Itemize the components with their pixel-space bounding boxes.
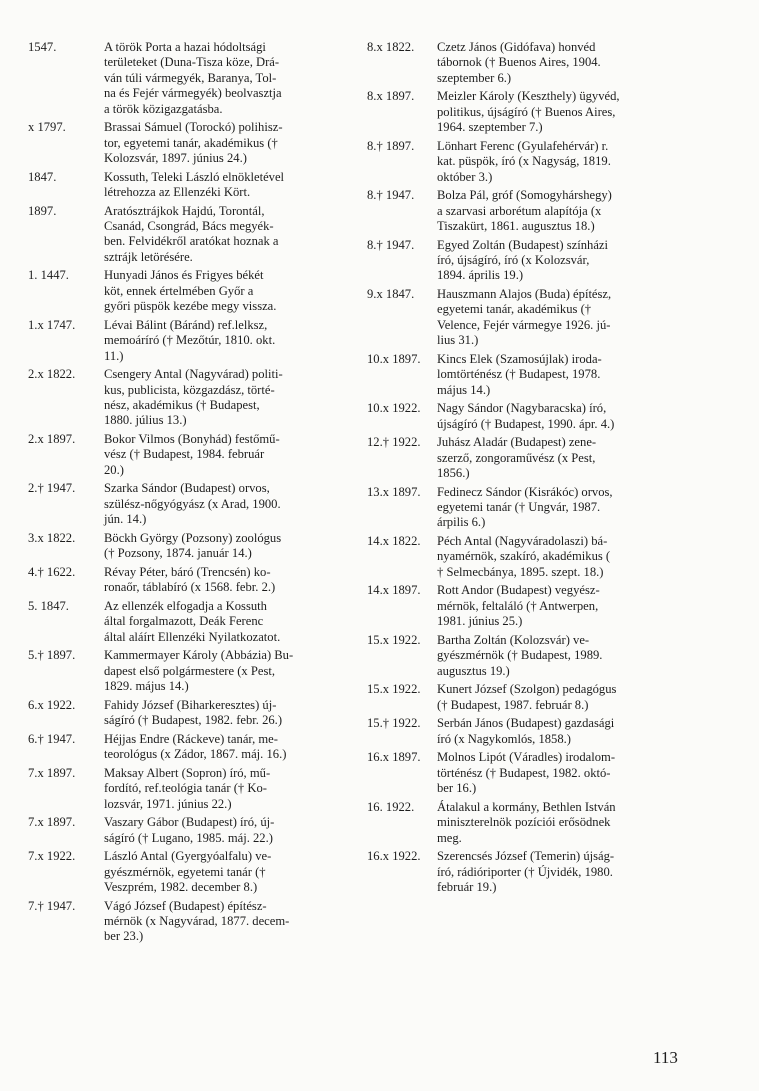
entry-date: 15.† 1922. <box>367 716 421 731</box>
entry-date: 13.x 1897. <box>367 484 421 499</box>
entry-text: Héjjas Endre (Ráckeve) tanár, me- teorológus (x Zádor, 1867. máj. 16.) <box>104 731 287 762</box>
entry-date: 3.x 1822. <box>28 530 76 545</box>
calendar-entry <box>367 40 697 86</box>
entry-text: Vágó József (Budapest) építész- mérnök (x Nagyvárad, 1877. decem- ber 23.) <box>104 898 290 944</box>
entry-text: Juhász Aladár (Budapest) zene- szerző, zongoraművész (x Pest, 1856.) <box>437 435 597 481</box>
entry-text: Szerencsés József (Temerin) újság- író, rádióriporter († Újvidék, 1980. február 19.) <box>437 849 615 894</box>
calendar-entry <box>367 401 697 432</box>
entry-date: 6.† 1947. <box>28 731 76 746</box>
entry-text: Bokor Vilmos (Bonyhád) festőmű- vész († Budapest, 1984. február 20.) <box>104 432 280 477</box>
calendar-entry <box>28 120 350 166</box>
calendar-entry <box>367 800 697 846</box>
entry-text: A török Porta a hazai hódoltsági területeket (Duna-Tisza köze, Drá- ván túli vármegyék, Baranya, Tol- na és Fejér vármegyék) beolvasztja a török közigazgatásba. <box>104 40 282 116</box>
entry-text: Lévai Bálint (Báránd) ref.lelksz, memoáríró († Mezőtúr, 1810. okt. 11.) <box>104 317 276 363</box>
entry-text: Czetz János (Gidófava) honvéd tábornok († Buenos Aires, 1904. szeptember 6.) <box>437 40 601 85</box>
entry-date: 14.x 1897. <box>367 583 421 598</box>
calendar-entry <box>367 583 697 629</box>
entry-date: 16.x 1897. <box>367 750 421 765</box>
calendar-entry <box>28 815 350 846</box>
calendar-entry <box>28 698 350 729</box>
calendar-entry <box>28 766 350 812</box>
entry-text: Böckh György (Pozsony) zoológus († Pozsony, 1874. január 14.) <box>104 530 282 561</box>
entry-text: Kammermayer Károly (Abbázia) Bu- dapest első polgármestere (x Pest, 1829. május 14.) <box>104 648 294 694</box>
entry-date: 16. 1922. <box>367 799 415 814</box>
calendar-entry <box>28 599 350 645</box>
entry-text: Az ellenzék elfogadja a Kossuth által forgalmazott, Deák Ferenc által aláírt Ellenzéki Nyilatkozatot. <box>104 598 281 644</box>
entry-date: 2.x 1822. <box>28 367 76 382</box>
calendar-entry <box>367 238 697 284</box>
entry-text: Serbán János (Budapest) gazdasági író (x Nagykomlós, 1858.) <box>437 716 615 746</box>
calendar-entry <box>367 89 697 135</box>
entry-date: 8.x 1897. <box>367 89 415 104</box>
entry-text: Maksay Albert (Sopron) író, mű- fordító, ref.teológia tanár († Ko- lozsvár, 1971. június 22.) <box>104 765 271 811</box>
calendar-entry <box>28 367 350 429</box>
entry-text: Átalakul a kormány, Bethlen István miniszterelnök pozíciói erősödnek meg. <box>437 799 616 845</box>
calendar-entry <box>367 534 697 580</box>
entry-date: 1847. <box>28 169 57 184</box>
entry-text: Szarka Sándor (Budapest) orvos, szülész-nőgyógyász (x Arad, 1900. jún. 14.) <box>104 481 281 527</box>
entry-date: 14.x 1822. <box>367 534 421 549</box>
entry-text: Péch Antal (Nagyváradolaszi) bá- nyamérnök, szakíró, akadémikus ( † Selmecbánya, 1895. szept. 18.) <box>437 534 611 579</box>
entry-text: Kossuth, Teleki László elnökletével létrehozza az Ellenzéki Kört. <box>104 169 285 200</box>
entry-date: 7.x 1897. <box>28 815 76 830</box>
entry-text: Kunert József (Szolgon) pedagógus († Budapest, 1987. február 8.) <box>437 682 617 712</box>
entry-date: x 1797. <box>28 120 66 135</box>
calendar-entry <box>367 352 697 398</box>
calendar-entry <box>367 716 697 747</box>
entry-date: 2.† 1947. <box>28 481 76 496</box>
calendar-entry <box>28 849 350 895</box>
entry-date: 8.† 1947. <box>367 237 415 252</box>
calendar-entry <box>28 170 350 201</box>
calendar-entry <box>28 732 350 763</box>
entry-text: Brassai Sámuel (Torockó) polihisz- tor, egyetemi tanár, akadémikus († Kolozsvár, 1897. június 24.) <box>104 120 283 166</box>
entry-text: Révay Péter, báró (Trencsén) ko- ronaőr, táblabíró (x 1568. febr. 2.) <box>104 564 276 595</box>
entry-date: 6.x 1922. <box>28 697 76 712</box>
entry-date: 15.x 1922. <box>367 682 421 697</box>
calendar-entry <box>28 565 350 596</box>
entry-date: 1547. <box>28 40 57 54</box>
entry-date: 7.x 1897. <box>28 765 76 780</box>
calendar-entry <box>367 485 697 531</box>
entry-date: 8.† 1947. <box>367 188 415 203</box>
entry-text: Aratósztrájkok Hajdú, Torontál, Csanád, Csongrád, Bács megyék- ben. Felvidékről aratókat hoznak a sztrájk letörésére. <box>104 203 279 264</box>
entry-text: Bartha Zoltán (Kolozsvár) ve- gyészmérnök († Budapest, 1989. augusztus 19.) <box>437 632 603 678</box>
calendar-entry <box>28 432 350 478</box>
entry-date: 2.x 1897. <box>28 432 76 447</box>
entry-date: 1. 1447. <box>28 268 69 283</box>
entry-date: 8.† 1897. <box>367 138 415 153</box>
calendar-entry <box>367 188 697 234</box>
entry-text: Hauszmann Alajos (Buda) építész, egyetemi tanár, akadémikus († Velence, Fejér vármegye 1926. jú- lius 31.) <box>437 287 612 348</box>
entry-text: Hunyadi János és Frigyes békét köt, ennek értelmében Győr a győri püspök kezébe megy vissza. <box>104 268 277 314</box>
calendar-entry <box>367 682 697 713</box>
calendar-entry <box>28 481 350 527</box>
entry-text: Csengery Antal (Nagyvárad) politi- kus, publicista, közgazdász, törté- nész, akadémikus († Budapest, 1880. július 13.) <box>104 367 283 428</box>
entry-date: 1897. <box>28 203 57 218</box>
entry-date: 8.x 1822. <box>367 40 415 54</box>
calendar-entry <box>367 633 697 679</box>
entry-text: Kincs Elek (Szamosújlak) iroda- lomtörténész († Budapest, 1978. május 14.) <box>437 351 602 397</box>
entry-date: 7.† 1947. <box>28 898 76 913</box>
entry-text: Nagy Sándor (Nagybaracska) író, újságíró († Budapest, 1990. ápr. 4.) <box>437 401 615 431</box>
calendar-entry <box>28 204 350 266</box>
entry-text: Molnos Lipót (Váradles) irodalom- történész († Budapest, 1982. októ- ber 16.) <box>437 750 616 796</box>
calendar-entry <box>367 139 697 185</box>
entry-date: 5.† 1897. <box>28 648 76 663</box>
entry-text: Meizler Károly (Keszthely) ügyvéd, politikus, újságíró († Buenos Aires, 1964. szeptember 7.) <box>437 89 620 135</box>
entry-date: 10.x 1897. <box>367 351 421 366</box>
entry-text: Fedinecz Sándor (Kisrákóc) orvos, egyetemi tanár († Ungvár, 1987. árpilis 6.) <box>437 484 613 530</box>
entry-date: 5. 1847. <box>28 598 69 613</box>
entry-text: Egyed Zoltán (Budapest) színházi író, újságíró, író (x Kolozsvár, 1894. április 19.) <box>437 237 609 283</box>
entry-date: 7.x 1922. <box>28 849 76 864</box>
entry-date: 12.† 1922. <box>367 435 421 450</box>
calendar-entry <box>28 318 350 364</box>
entry-text: Vaszary Gábor (Budapest) író, új- ságíró († Lugano, 1985. máj. 22.) <box>104 815 275 845</box>
calendar-entry <box>28 40 350 117</box>
entry-date: 1.x 1747. <box>28 317 76 332</box>
entry-date: 10.x 1922. <box>367 401 421 416</box>
entry-text: Bolza Pál, gróf (Somogyhárshegy) a szarvasi arborétum alapítója (x Tiszakürt, 1861. augusztus 18.) <box>437 188 612 234</box>
entry-date: 15.x 1922. <box>367 632 421 647</box>
calendar-entry <box>367 750 697 796</box>
calendar-entry <box>28 648 350 694</box>
calendar-entry <box>28 899 350 945</box>
calendar-entry <box>367 435 697 481</box>
calendar-entry <box>28 531 350 562</box>
entry-date: 4.† 1622. <box>28 564 76 579</box>
page-number: 113 <box>653 1048 678 1067</box>
left-column <box>28 40 350 948</box>
entry-date: 16.x 1922. <box>367 849 421 864</box>
calendar-entry <box>367 849 697 895</box>
entry-text: Lönhart Ferenc (Gyulafehérvár) r. kat. püspök, író (x Nagyság, 1819. október 3.) <box>437 138 611 184</box>
entry-text: Rott Andor (Budapest) vegyész- mérnök, feltaláló († Antwerpen, 1981. június 25.) <box>437 583 600 629</box>
entry-text: László Antal (Gyergyóalfalu) ve- gyészmérnök, egyetemi tanár († Veszprém, 1982. december 8.) <box>104 849 272 894</box>
entry-text: Fahidy József (Biharkeresztes) új- ságíró († Budapest, 1982. febr. 26.) <box>104 697 283 728</box>
right-column <box>367 40 697 899</box>
calendar-entry <box>28 268 350 314</box>
calendar-entry <box>367 287 697 349</box>
entry-date: 9.x 1847. <box>367 287 415 302</box>
